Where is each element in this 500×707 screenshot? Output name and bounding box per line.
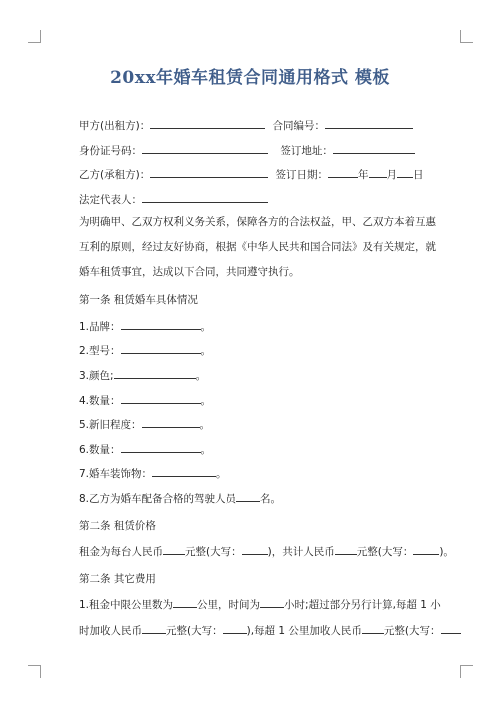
- item-label: 2.型号：: [79, 345, 121, 357]
- fee-text-5: 元整(大写：: [166, 625, 223, 637]
- month-blank[interactable]: [369, 166, 387, 178]
- hour-fee-words-blank[interactable]: [223, 622, 247, 634]
- legal-rep-blank[interactable]: [142, 191, 268, 203]
- party-b-label: 乙方(承租方)：: [79, 169, 151, 181]
- crop-mark-top-right: [460, 30, 473, 43]
- km-fee-words-blank[interactable]: [441, 622, 461, 634]
- item-end: 。: [195, 370, 207, 382]
- price-text-3: )，共计人民币: [267, 546, 335, 558]
- legal-rep-label: 法定代表人：: [79, 194, 142, 206]
- km-fee-blank[interactable]: [362, 622, 384, 634]
- fee-text-7: 元整(大写：: [383, 625, 441, 637]
- fee-text-6: ),每超 1 公里加收人民币: [246, 625, 362, 637]
- sign-place-label: 签订地址：: [280, 145, 333, 157]
- article1-heading: 第一条 租赁婚车具体情况: [79, 294, 198, 306]
- crop-mark-bottom-right: [460, 665, 473, 678]
- item-blank[interactable]: [121, 441, 201, 453]
- sign-place-blank[interactable]: [333, 142, 415, 154]
- article1-item-2: [79, 342, 211, 358]
- day-blank[interactable]: [397, 166, 413, 178]
- article1-item-7: [79, 465, 227, 481]
- item-blank[interactable]: [121, 342, 201, 354]
- price-text-2: 元整(大写：: [185, 546, 242, 558]
- item8-text: 8.乙方为婚车配备合格的驾驶人员: [79, 493, 237, 505]
- contract-no-label: 合同编号：: [272, 120, 326, 132]
- year-label: 年: [358, 169, 369, 181]
- item8-end: 名。: [260, 493, 282, 505]
- item-label: 3.颜色;: [79, 370, 114, 382]
- km-limit-blank[interactable]: [173, 596, 197, 608]
- item-blank[interactable]: [114, 367, 196, 379]
- legal-rep-row: [79, 191, 268, 207]
- party-a-row: [79, 117, 413, 133]
- party-b-blank[interactable]: [150, 166, 268, 178]
- item-label: 6.数量：: [79, 444, 121, 456]
- item-end: 。: [216, 468, 227, 480]
- day-label: 日: [413, 169, 424, 181]
- unit-price-blank[interactable]: [163, 543, 185, 555]
- item-blank[interactable]: [152, 465, 216, 477]
- party-b-row: [79, 166, 424, 182]
- id-no-blank[interactable]: [142, 142, 268, 154]
- total-price-blank[interactable]: [335, 543, 357, 555]
- item-end: 。: [199, 419, 211, 431]
- crop-mark-top-left: [28, 30, 41, 43]
- article1-item-5: [79, 416, 210, 432]
- item-label: 7.婚车装饰物：: [79, 468, 153, 480]
- fee-text-2: 公里，时间为: [197, 599, 261, 611]
- price-text-1: 租金为每台人民币: [79, 546, 163, 558]
- hour-fee-blank[interactable]: [142, 622, 166, 634]
- article2-heading: 第二条 租赁价格: [79, 520, 156, 532]
- item-blank[interactable]: [121, 392, 201, 404]
- unit-price-words-blank[interactable]: [242, 543, 268, 555]
- article1-item-6: [79, 441, 211, 457]
- item-end: 。: [200, 321, 212, 333]
- document-title: 20xx年婚车租赁合同通用格式 模板: [110, 68, 390, 88]
- party-a-blank[interactable]: [150, 117, 265, 129]
- id-row: [79, 142, 415, 158]
- item-blank[interactable]: [121, 318, 201, 330]
- fee-text-4: 时加收人民币: [79, 625, 142, 637]
- hour-limit-blank[interactable]: [260, 596, 284, 608]
- contract-no-blank[interactable]: [325, 117, 413, 129]
- intro-paragraph: 为明确甲、乙双方权利义务关系，保障各方的合法权益，甲、乙双方本着互惠互利的原则，经过友好协商，根据《中华人民共和国合同法》及有关规定，就婚车租赁事宜，达成以下合同，共同遵守执行。: [79, 216, 436, 278]
- item-end: 。: [200, 345, 212, 357]
- article3-heading: 第二条 其它费用: [79, 573, 156, 585]
- price-text-5: )。: [439, 546, 454, 558]
- sign-date-label: 签订日期：: [275, 169, 329, 181]
- article1-item-8: [79, 490, 281, 506]
- price-text-4: 元整(大写：: [356, 546, 414, 558]
- article1-item-4: [79, 392, 211, 408]
- total-price-words-blank[interactable]: [413, 543, 439, 555]
- driver-count-blank[interactable]: [236, 490, 260, 502]
- article1-item-3: [79, 367, 206, 383]
- item-label: 1.品牌：: [79, 321, 121, 333]
- article1-item-1: [79, 318, 211, 334]
- party-a-label: 甲方(出租方)：: [79, 120, 151, 132]
- item-end: 。: [200, 395, 212, 407]
- article3-line-1: [79, 596, 441, 612]
- article3-line-2: [79, 622, 461, 638]
- fee-text-3: 小时;超过部分另行计算,每超 1 小: [284, 599, 441, 611]
- item-end: 。: [200, 444, 212, 456]
- item-blank[interactable]: [142, 416, 200, 428]
- article2-price-line: [79, 543, 454, 559]
- month-label: 月: [386, 169, 398, 181]
- item-label: 4.数量：: [79, 395, 121, 407]
- id-no-label: 身份证号码：: [79, 145, 142, 157]
- year-blank[interactable]: [328, 166, 358, 178]
- fee-text-1: 1.租金中限公里数为: [79, 599, 174, 611]
- crop-mark-bottom-left: [28, 665, 41, 678]
- item-label: 5.新旧程度：: [79, 419, 142, 431]
